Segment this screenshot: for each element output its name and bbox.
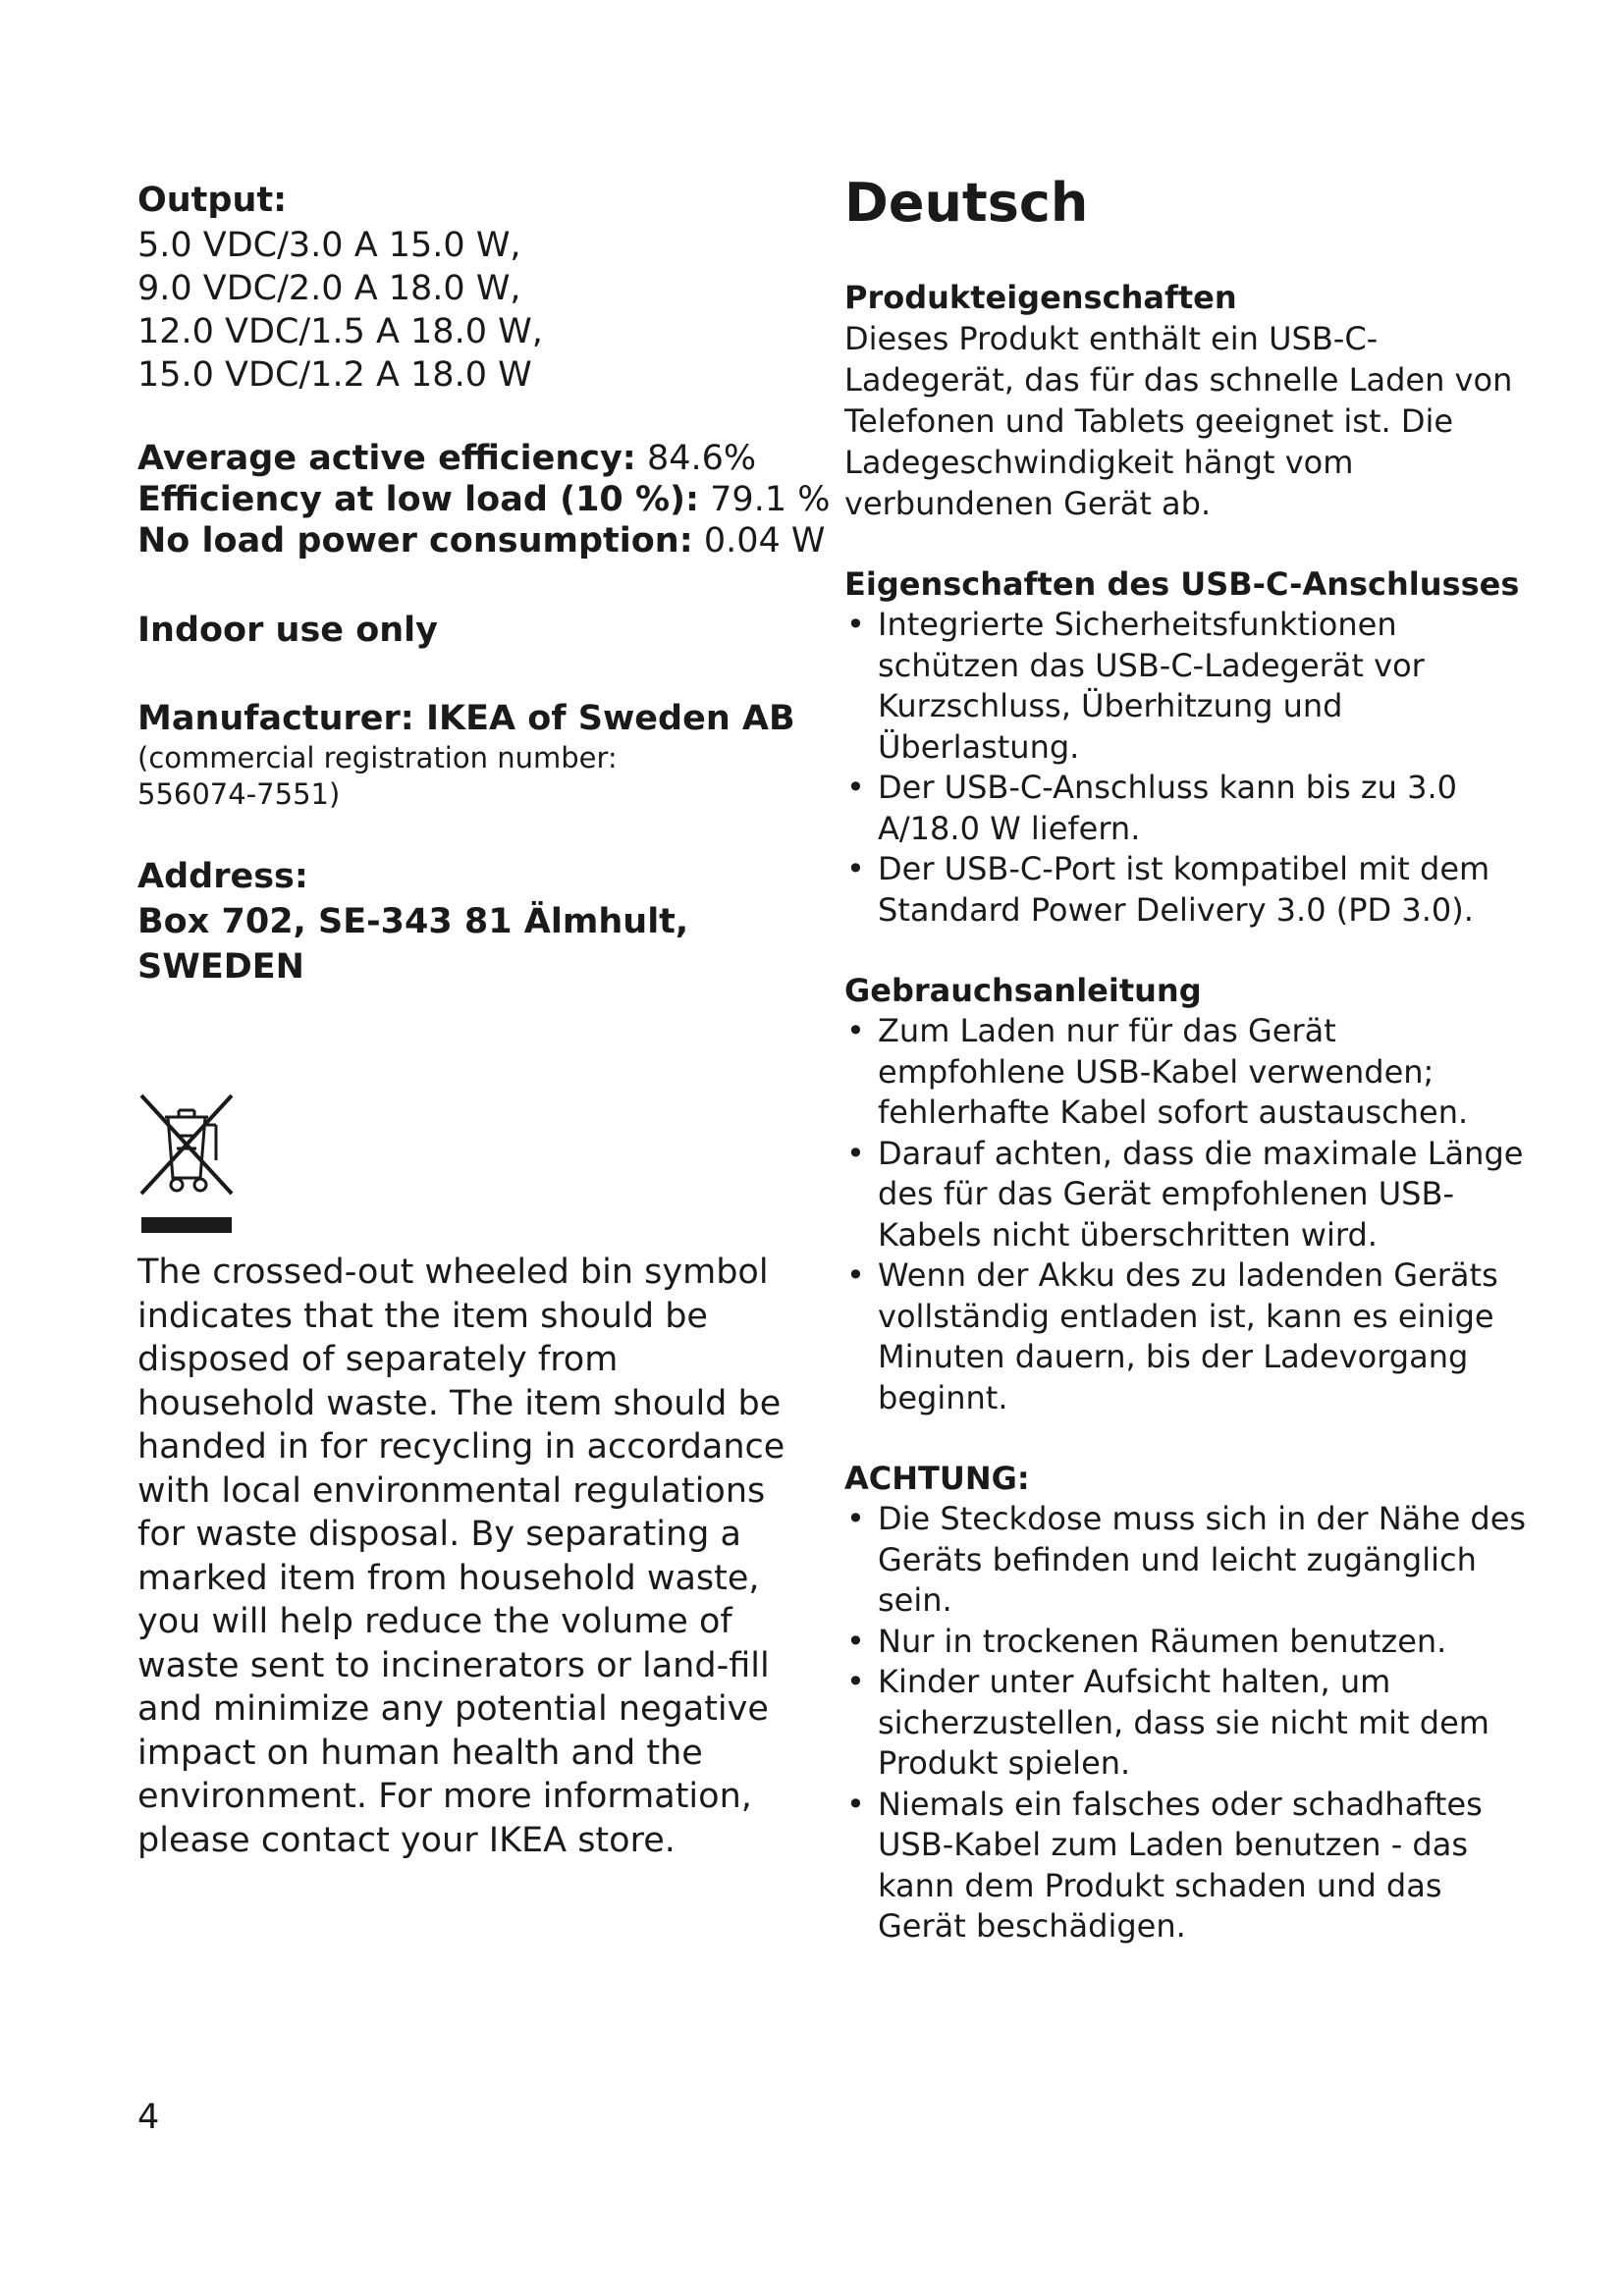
address-label: Address: <box>137 857 308 896</box>
usage-section <box>844 970 1532 1418</box>
crossed-out-wheeled-bin-icon <box>137 1092 236 1239</box>
output-line: 15.0 VDC/1.2 A 18.0 W <box>137 355 532 395</box>
list-item: • Kinder unter Aufsicht halten, um sicherzustellen, dass sie nicht mit dem Produkt spielen. <box>844 1662 1532 1785</box>
registration-number: 556074-7551) <box>137 777 341 811</box>
output-heading: Output: <box>137 181 288 220</box>
warning-heading: ACHTUNG: <box>844 1460 1030 1497</box>
output-line: 12.0 VDC/1.5 A 18.0 W, <box>137 312 543 351</box>
list-item: • Zum Laden nur für das Gerät empfohlene USB-Kabel verwenden; fehlerhafte Kabel sofort austauschen. <box>844 1011 1532 1134</box>
average-efficiency-value: 84.6% <box>635 439 757 478</box>
usb-port-list <box>844 605 1532 931</box>
average-efficiency-label: Average active efficiency: <box>137 439 636 478</box>
usage-list <box>844 1011 1532 1418</box>
address-section <box>137 854 805 989</box>
usb-port-heading: Eigenschaften des USB-C-Anschlusses <box>844 565 1520 603</box>
no-load-consumption-value: 0.04 W <box>692 521 826 561</box>
average-efficiency <box>137 438 805 479</box>
warning-section <box>844 1458 1532 1948</box>
manufacturer-title: Manufacturer: IKEA of Sweden AB <box>137 699 795 738</box>
disposal-paragraph: The crossed-out wheeled bin symbol indicates that the item should be disposed of separately from household waste. The item should be handed in for recycling in accordance with local environmental regulations for waste disposal. By separating a marked item from household waste, you will help reduce the volume of waste sent to incinerators or land-fill and minimize any potential negative impact on human health and the environment. For more information, please contact your IKEA store. <box>137 1253 785 1860</box>
english-column <box>137 177 831 1862</box>
list-item: • Nur in trockenen Räumen benutzen. <box>844 1622 1532 1663</box>
list-item: • Integrierte Sicherheitsfunktionen schützen das USB-C-Ladegerät vor Kurzschluss, Überhitzung und Überlastung. <box>844 605 1532 768</box>
address-value: Box 702, SE-343 81 Älmhult, SWEDEN <box>137 902 689 987</box>
language-title: Deutsch <box>844 172 1089 234</box>
output-section <box>137 177 805 397</box>
manufacturer-section <box>137 697 805 813</box>
crossed-out-wheeled-bin-graphic <box>137 1092 236 1239</box>
product-features-text: Dieses Produkt enthält ein USB-C-Ladegerät, das für das schnelle Laden von Telefonen und Tablets geeignet ist. Die Ladegeschwindigkeit hängt vom verbundenen Gerät ab. <box>844 320 1513 522</box>
low-load-efficiency <box>137 479 831 520</box>
list-item: • Wenn der Akku des zu ladenden Geräts vollständig entladen ist, kann es einige Minuten dauern, bis der Ladevorgang beginnt. <box>844 1255 1532 1418</box>
no-load-consumption <box>137 520 826 561</box>
list-item: • Der USB-C-Anschluss kann bis zu 3.0 A/18.0 W liefern. <box>844 768 1532 849</box>
usb-port-section <box>844 563 1532 931</box>
indoor-use-notice: Indoor use only <box>137 611 438 650</box>
warning-list <box>844 1499 1532 1948</box>
german-column <box>844 169 1532 1948</box>
output-line: 5.0 VDC/3.0 A 15.0 W, <box>137 226 521 265</box>
low-load-efficiency-label: Efficiency at low load (10 %): <box>137 480 700 519</box>
list-item: • Die Steckdose muss sich in der Nähe des Geräts befinden und leicht zugänglich sein. <box>844 1499 1532 1622</box>
no-load-consumption-label: No load power consumption: <box>137 521 693 561</box>
list-item: • Darauf achten, dass die maximale Länge des für das Gerät empfohlenen USB-Kabels nicht überschritten wird. <box>844 1134 1532 1256</box>
product-features-section <box>844 277 1532 524</box>
registration-line: (commercial registration number: <box>137 741 618 774</box>
low-load-efficiency-value: 79.1 % <box>699 480 831 519</box>
usage-heading: Gebrauchsanleitung <box>844 972 1202 1009</box>
output-line: 9.0 VDC/2.0 A 18.0 W, <box>137 269 521 308</box>
efficiency-section <box>137 438 831 561</box>
list-item: • Niemals ein falsches oder schadhaftes USB-Kabel zum Laden benutzen - das kann dem Produkt schaden und das Gerät beschädigen. <box>844 1785 1532 1948</box>
page-number: 4 <box>137 2098 160 2137</box>
product-features-heading: Produkteigenschaften <box>844 279 1237 316</box>
list-item: • Der USB-C-Port ist kompatibel mit dem Standard Power Delivery 3.0 (PD 3.0). <box>844 849 1532 931</box>
